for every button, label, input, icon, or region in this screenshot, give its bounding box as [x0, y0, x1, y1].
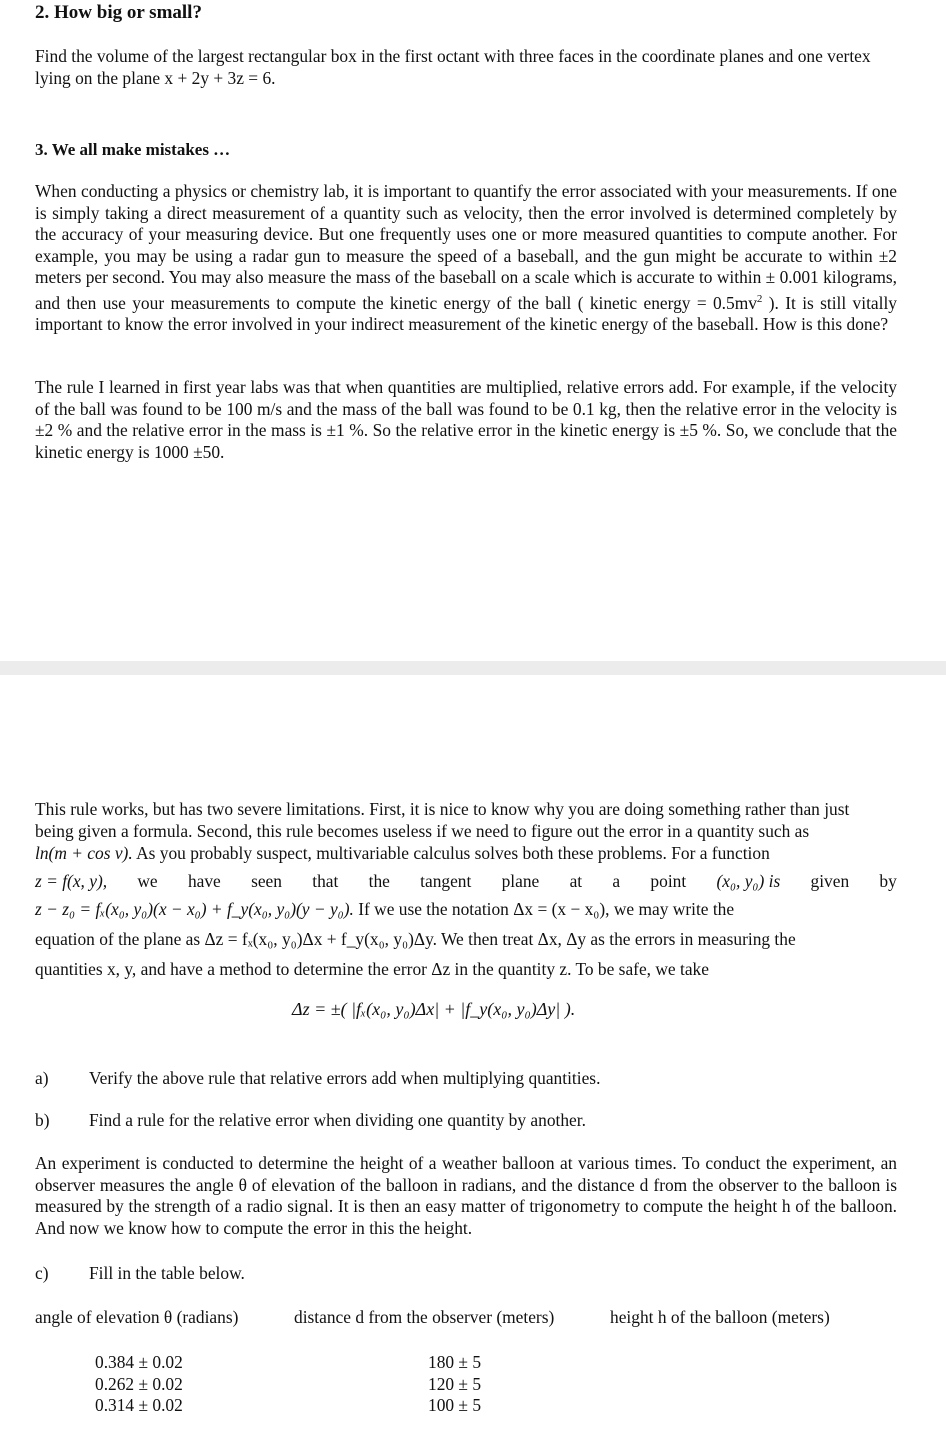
- distance-column: [428, 1352, 481, 1417]
- item-b-text: Find a rule for the relative error when dividing one quantity by another.: [89, 1110, 586, 1130]
- table-header-height: height h of the balloon (meters): [610, 1307, 830, 1327]
- angle-column: [95, 1352, 183, 1417]
- math-ln-expression: ln(m + cos v).: [35, 843, 133, 863]
- table-cell-distance: 100 ± 5: [428, 1395, 482, 1416]
- table-cell-distance: 120 ± 5: [428, 1373, 482, 1394]
- paragraph-3-line-5-text: If we use the notation Δx = (x − x₀), we may write the: [353, 899, 735, 919]
- table-header-angle: angle of elevation θ (radians): [35, 1307, 239, 1327]
- table-cell-angle: 0.262 ± 0.02: [95, 1373, 183, 1394]
- paragraph-3-line-3: [35, 843, 897, 865]
- item-b-label: b): [35, 1110, 50, 1130]
- paragraph-1-text: When conducting a physics or chemistry lab, it is important to quantify the error associated with your measurements. If one is simply taking a direct measurement of a quantity such as velocity, then the error involved is determined completely by the accuracy of your measuring device. But one frequently uses one or more measured quantities to compute another. For example, you may be using a radar gun to measure the speed of a baseball, and the gun might be accurate to within ±2 meters per second. You may also measure the mass of the baseball on a scale which is accurate to within ± 0.001 kilograms, and then use your measurements to compute the kinetic energy of the ball (: [35, 181, 897, 313]
- question-3-paragraph-2: The rule I learned in first year labs was that when quantities are multiplied, relative errors add. For example, if the velocity of the ball was found to be 100 m/s and the mass of the ball was found to be 0.1 kg, then the relative error in the velocity is ±2 % and the relative error in the mass is ±1 %. So the relative error in the kinetic energy is ±5 %. So, we conclude that the kinetic energy is 1000 ±50.: [35, 377, 897, 462]
- paragraph-3-line-6: equation of the plane as Δz = fₓ(x₀, y₀)Δx + f_y(x₀, y₀)Δy. We then treat Δx, Δy as the errors in measuring the: [35, 929, 796, 949]
- paragraph-3-line-4: [35, 871, 897, 893]
- table-cell-distance: 180 ± 5: [428, 1352, 482, 1372]
- paragraph-4: An experiment is conducted to determine the height of a weather balloon at various times. To conduct the experiment, an observer measures the angle θ of elevation of the balloon in radians, and the distance d from the observer to the balloon is measured by the strength of a radio signal. It is then an easy matter of trigonometry to compute the height h of the balloon. And now we know how to compute the error in this the height.: [35, 1153, 897, 1238]
- item-c-label: c): [35, 1263, 49, 1283]
- paragraph-3-line-2: being given a formula. Second, this rule becomes useless if we need to figure out the error in a quantity such as: [35, 821, 810, 841]
- question-2-heading: 2. How big or small?: [35, 2, 202, 23]
- paragraph-3-line-4-word: tangent: [420, 871, 472, 891]
- paragraph-3-line-5: [35, 899, 897, 921]
- paragraph-3-line-4-word: (x₀, y₀) is: [716, 871, 781, 891]
- paragraph-3-line-4-word: z = f(x, y),: [35, 871, 108, 891]
- table-cell-angle: 0.384 ± 0.02: [95, 1352, 183, 1372]
- table-cell-angle: 0.314 ± 0.02: [95, 1395, 183, 1416]
- paragraph-1-text-end: ). It is still vitally important to know the error involved in your indirect measurement of the kinetic energy of the baseball. How is this done?: [35, 292, 897, 335]
- paragraph-3-line-4-word: given: [810, 871, 850, 891]
- paragraph-3-line-4-word: at: [569, 871, 583, 891]
- kinetic-energy-formula: kinetic energy = 0.5mv: [589, 292, 757, 313]
- paragraph-3-line-7: quantities x, y, and have a method to determine the error Δz in the quantity z. To be safe, we take: [35, 959, 709, 979]
- tangent-plane-equation: z − z₀ = fₓ(x₀, y₀)(x − x₀) + f_y(x₀, y₀)(y − y₀).: [35, 899, 354, 919]
- paragraph-3-line-4-word: plane: [501, 871, 540, 891]
- page-separator: [0, 661, 946, 675]
- paragraph-3-line-1: This rule works, but has two severe limitations. First, it is nice to know why you are doing something rather than just: [35, 799, 850, 819]
- paragraph-3-line-4-word: a: [612, 871, 621, 891]
- item-c-text: Fill in the table below.: [89, 1263, 245, 1283]
- paragraph-3-line-4-word: seen: [251, 871, 282, 891]
- question-2-text: Find the volume of the largest rectangular box in the first octant with three faces in the coordinate planes and one vertex lying on the plane x + 2y + 3z = 6.: [35, 46, 871, 88]
- paragraph-3-line-3-text: As you probably suspect, multivariable calculus solves both these problems. For a function: [132, 843, 770, 863]
- item-a-text: Verify the above rule that relative errors add when multiplying quantities.: [89, 1068, 601, 1088]
- item-a-label: a): [35, 1068, 49, 1088]
- error-formula: Δz = ±( |fₓ(x₀, y₀)Δx| + |f_y(x₀, y₀)Δy| ).: [292, 999, 576, 1019]
- paragraph-3-line-4-word: we: [137, 871, 158, 891]
- paragraph-3-line-4-word: point: [650, 871, 687, 891]
- paragraph-3-line-4-word: have: [187, 871, 221, 891]
- paragraph-3-line-4-word: by: [879, 871, 897, 891]
- exponent: 2: [756, 292, 763, 305]
- document-page-1: [0, 0, 946, 661]
- table-header-distance: distance d from the observer (meters): [294, 1307, 555, 1327]
- question-3-paragraph-1: [35, 181, 897, 336]
- paragraph-3-line-4-word: that: [312, 871, 339, 891]
- paragraph-3-line-4-word: the: [368, 871, 390, 891]
- document-page-2: [0, 675, 946, 1442]
- question-3-heading: 3. We all make mistakes …: [35, 140, 231, 159]
